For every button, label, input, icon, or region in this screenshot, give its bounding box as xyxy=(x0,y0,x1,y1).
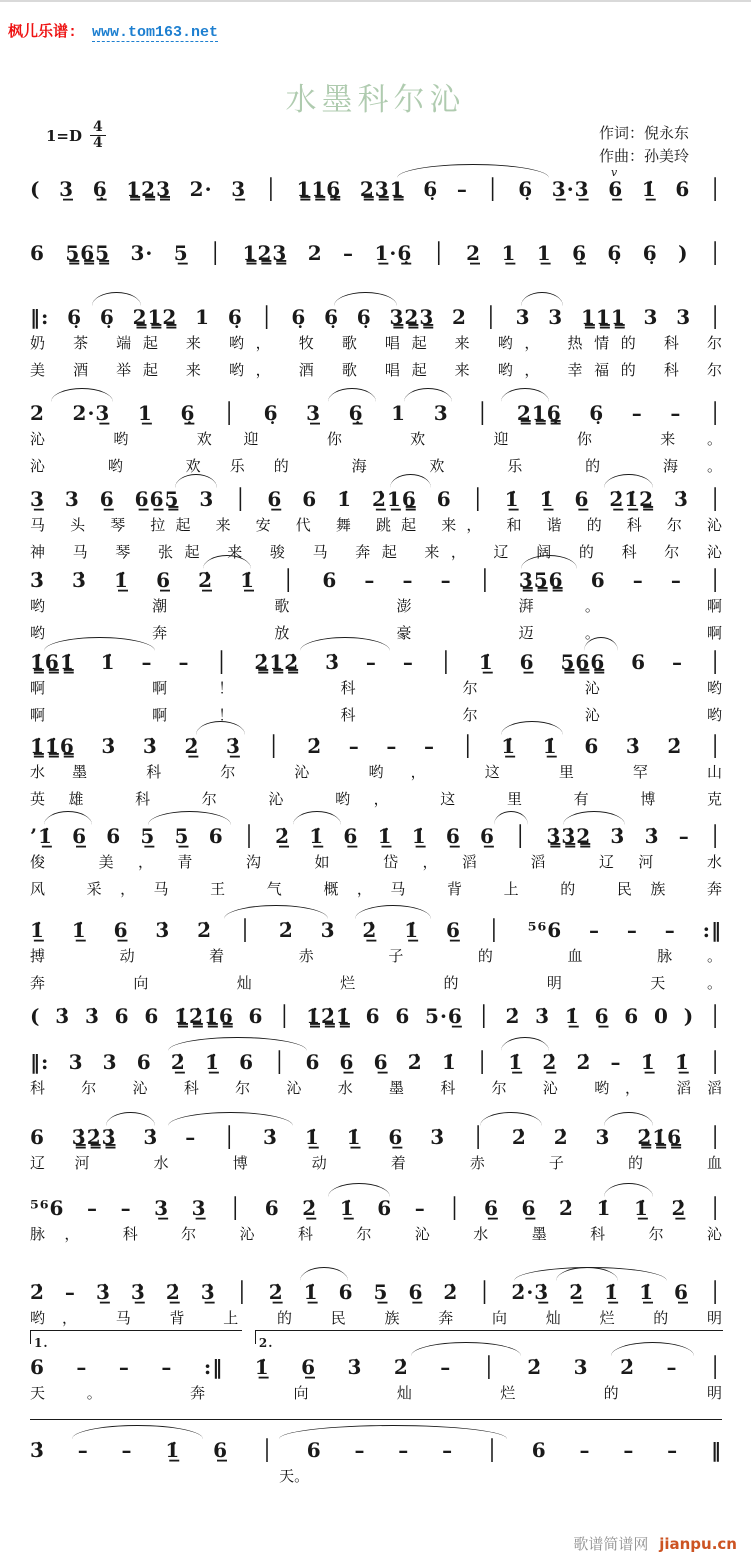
volta-label: 2. xyxy=(258,1336,274,1350)
system-top-line xyxy=(30,1419,722,1420)
lyrics-line: 俊 美，青 沟 如 岱，滔 滔 辽河 水 xyxy=(30,853,722,871)
lyrics-line: 哟 奔 放 豪 迈。 啊 xyxy=(30,624,722,642)
slur-arc xyxy=(279,1425,507,1439)
song-title: 水墨科尔沁 xyxy=(285,82,466,118)
system-6 xyxy=(30,565,722,642)
slur-arc xyxy=(72,1425,203,1439)
lyrics-line: 美 酒 举起 来 哟， 酒 歌 唱起 来 哟， 幸福的 科 尔 xyxy=(30,361,722,379)
footer-domain-link[interactable]: jianpu.cn xyxy=(659,1535,737,1553)
slur-arc xyxy=(44,811,92,825)
footer xyxy=(573,1533,737,1554)
slur-arc xyxy=(224,905,328,919)
key-label: 1=D xyxy=(46,126,83,145)
notation-row: ( 3̲ 6̣̲ 1̳2̳3̳ 2· 3̲ │ 1̳1̳6̣̳ 2̳3̳1̳ 6̣ – │ 6̣ 3̲·3̲ 6̲ 1̲̇ 6 │ xyxy=(30,174,722,204)
slur-arc xyxy=(494,811,529,825)
slur-arc xyxy=(604,1183,652,1197)
slur-arc xyxy=(92,292,140,306)
system-13 xyxy=(30,1122,722,1172)
notation-row: 3̇ – – 1̲̇ 6̲ │ 6 – – – │ 6 – – – ‖ xyxy=(30,1435,722,1465)
system-17 xyxy=(30,1435,722,1485)
site-name-label: 枫儿乐谱: xyxy=(8,24,78,41)
lyrics-line: 脉， 科 尔 沁 科 尔 沁 水 墨 科 尔 沁 xyxy=(30,1225,722,1243)
notation-row: 2̇ – 3̲̇ 3̲̇ 2̲̇ 3̲̇ │ 2̲̇ 1̲̇ 6 5̲ 6̲ 2̇ │ 2̇·3̲̇ 2̲̇ 1̲̇ 1̲̇ 6̲ │ xyxy=(30,1277,722,1307)
lyrics-line: 英雄 科 尔 沁 哟， 这 里 有 博 克 xyxy=(30,790,722,808)
system-12 xyxy=(30,1047,722,1097)
slur-arc xyxy=(604,474,652,488)
slur-arc xyxy=(411,1342,522,1356)
footer-site-name: 歌谱简谱网 xyxy=(573,1535,649,1553)
slur-arc xyxy=(390,474,432,488)
notation-row: 2 2·3̲ 1̲ 6̣̲ │ 6̣ 3̲ 6̣̲ 1 3 │ 2̳1̳6̣̳ 6̣ – – │ xyxy=(30,398,722,428)
lyrics-line: 马 头 琴 拉起 来 安 代 舞 跳起 来， 和 谐 的 科 尔 沁 xyxy=(30,516,722,534)
system-1 xyxy=(30,174,722,204)
system-15 xyxy=(30,1277,722,1327)
system-7 xyxy=(30,647,722,724)
meter-numerator: 4 xyxy=(90,120,106,136)
lyrics-line: 风 采，马 王 气 概，马 背 上 的 民族 奔 xyxy=(30,880,722,898)
slur-arc xyxy=(404,388,452,402)
volta-bracket xyxy=(255,1330,723,1350)
time-signature xyxy=(90,120,106,151)
lyrics-line: 水墨 科 尔 沁 哟， 这 里 罕 山 xyxy=(30,763,722,781)
lyrics-line: 神 马 琴 张起 来 骏 马 奔起 来， 辽 阔 的 科 尔 沁 xyxy=(30,543,722,561)
slur-arc xyxy=(148,811,231,825)
slur-arc xyxy=(328,1183,390,1197)
slur-arc xyxy=(611,1342,694,1356)
slur-arc xyxy=(328,388,376,402)
slur-arc xyxy=(604,1112,652,1126)
lyrics-line: 搏 动 着 赤 子 的 血 脉。 xyxy=(30,947,722,965)
lyrics-line: 沁 哟 欢迎 你 欢 迎 你 来。 xyxy=(30,430,722,448)
meter-denominator: 4 xyxy=(93,135,103,151)
notation-row: 6 3̳̇2̳̇3̳̇ 3̇ – │ 3̇ 1̲̇ 1̲̇ 6̲ 3̇ │ 2̇ 2̇ 3 2̳̇1̳̇6̳ │ xyxy=(30,1122,722,1152)
slur-arc xyxy=(521,292,563,306)
lyrics-line: 哟 潮 歌 澎 湃。 啊 xyxy=(30,597,722,615)
slur-arc xyxy=(480,1112,542,1126)
notation-row: ‖: 3 3 6 2̲̇ 1̲̇ 6 │ 6 6̲ 6̲ 2̇ 1̇ │ 1̲̇ 2̲̇ 2̇ – 1̲̇ 1̲̇ │ xyxy=(30,1047,722,1077)
notation-row: 6 5̳6̳5̳ 3· 5̲ │ 1̳2̳3̳ 2 – 1̲·6̣̲ │ 2̲ 1̲ 1̲ 6̣̲ 6̣ 6̣ ) │ xyxy=(30,241,722,265)
lyrics-line: 辽河 水 博 动 着 赤 子 的 血 xyxy=(30,1154,722,1172)
slur-arc xyxy=(300,1267,348,1281)
notation-row: ‖: 6̣ 6̣ 2̳1̳2̳ 1 6̣ │ 6̣ 6̣ 6̣ 3̳2̳3̳ 2 │ 3 3 1̳1̳1̳ 3 3 │ xyxy=(30,302,722,332)
system-16 xyxy=(30,1336,722,1402)
lyrics-line: 哟， 马 背 上 的 民 族 奔 向 灿 烂 的 明 xyxy=(30,1309,722,1327)
notation-row: 6 – – – :‖ 1̲̇ 6̲ 3̇ 2̇ – │ 2̇ 3 2̇ – │ 1. 2. xyxy=(30,1352,722,1382)
notation-row: ’1̲̇ 6̲ 6 5̲ 5̲ 6 │ 2̲̇ 1̲̇ 6̲ 1̲̇ 1̲̇ 6̲ 6̲ │ 3̳̇3̳̇2̳ 3̇ 3̇ – │ xyxy=(30,821,722,851)
lyrics-line: 天。 xyxy=(279,1467,310,1485)
key-signature xyxy=(46,120,106,151)
credits xyxy=(599,122,689,178)
slur-arc xyxy=(397,164,549,178)
slur-arc xyxy=(168,1037,306,1051)
system-4 xyxy=(30,398,722,475)
notation-row: 1̳̇6̳1̳̇ 1̇ – – │ 2̳̇1̳2̳̇ 3̇ – – │ 1̲̇ 6̲ 5̳6̳6̳ 6 – │ xyxy=(30,647,722,677)
notation-row: 3̲ 3 6̲ 6̲6̲5̳ 3 │ 6̲ 6 1̇ 2̲̇1̲6̳ 6 │ 1̲̇ 1̲̇ 6̲ 2̲̇1̲̇2̳ 3̇ │ xyxy=(30,484,722,514)
notation-row: 3̇ 3̇ 1̲̇ 6̲ 2̲̇ 1̲̇ │ 6 – – – │ 3̳5̳6̳ 6 – – │ xyxy=(30,565,722,595)
slur-arc xyxy=(293,811,341,825)
lyrics-line: 奔 向 灿 烂 的 明 天。 xyxy=(30,974,722,992)
system-8 xyxy=(30,731,722,808)
composer-credit: 作曲：孙美玲 xyxy=(598,147,689,165)
lyricist-credit: 作词：倪永东 xyxy=(598,124,689,142)
slur-arc xyxy=(563,811,625,825)
notation-row: 1̳̇1̳̇6̳ 3̇ 3̇ 2̲̇ 3̲̇ │ 2̇ – – – │ 1̲̇ 1̲̇ 6 3̇ 2̇ │ xyxy=(30,731,722,761)
notation-row: 1̲̇ 1̲̇ 6̲ 3̇ 2̇ │ 2̇ 3 2̲̇ 1̲̇ 6̲ │ ⁵⁶6 – – – :‖ xyxy=(30,915,722,945)
breath-mark: v xyxy=(610,166,618,179)
slur-arc xyxy=(355,905,431,919)
notation-row: ⁵⁶6 – – 3̲ 3̲ │ 6 2̲̇ 1̲̇ 6 – │ 6̲ 6̲ 2̇ 1̇ 1̲̇ 2̲̇ │ xyxy=(30,1193,722,1223)
system-10 xyxy=(30,915,722,992)
system-14 xyxy=(30,1193,722,1243)
volta-bracket xyxy=(30,1330,242,1350)
system-9 xyxy=(30,821,722,898)
system-2 xyxy=(30,238,722,268)
lyrics-line: 天。 奔 向 灿 烂 的 明 xyxy=(30,1384,722,1402)
lyrics-line: 奶 茶 端起 来 哟， 牧 歌 唱起 来 哟， 热情的 科 尔 xyxy=(30,334,722,352)
slur-arc xyxy=(168,1112,293,1126)
slur-arc xyxy=(175,474,217,488)
slur-arc xyxy=(501,388,549,402)
lyrics-line: 啊 啊！ 科 尔 沁 哟 xyxy=(30,679,722,697)
lyrics-line: 啊 啊！ 科 尔 沁 哟 xyxy=(30,706,722,724)
system-3 xyxy=(30,302,722,379)
lyrics-line: 沁 哟 欢乐的 海 欢 乐 的 海。 xyxy=(30,457,722,475)
lyrics-line: 科 尔 沁 科 尔 沁 水 墨 科 尔 沁 哟， 滔滔 xyxy=(30,1079,722,1097)
site-header xyxy=(8,20,218,41)
slur-arc xyxy=(334,292,396,306)
slur-arc xyxy=(51,388,113,402)
volta-label: 1. xyxy=(34,1336,49,1350)
system-11 xyxy=(30,1001,722,1031)
slur-arc xyxy=(501,1037,549,1051)
system-5 xyxy=(30,484,722,561)
site-url-link[interactable]: www.tom163.net xyxy=(92,24,219,41)
notation-row: ( 3̇ 3̇ 6 6 1̳̇2̳̇1̳̇6̳ 6 │ 1̳̇2̳̇1̳̇ 6 6 5·6̲ │ 2̇ 3̇ 1̲̇ 6̲ 6 0 ) │ xyxy=(30,1004,722,1028)
slur-arc xyxy=(106,1112,154,1126)
